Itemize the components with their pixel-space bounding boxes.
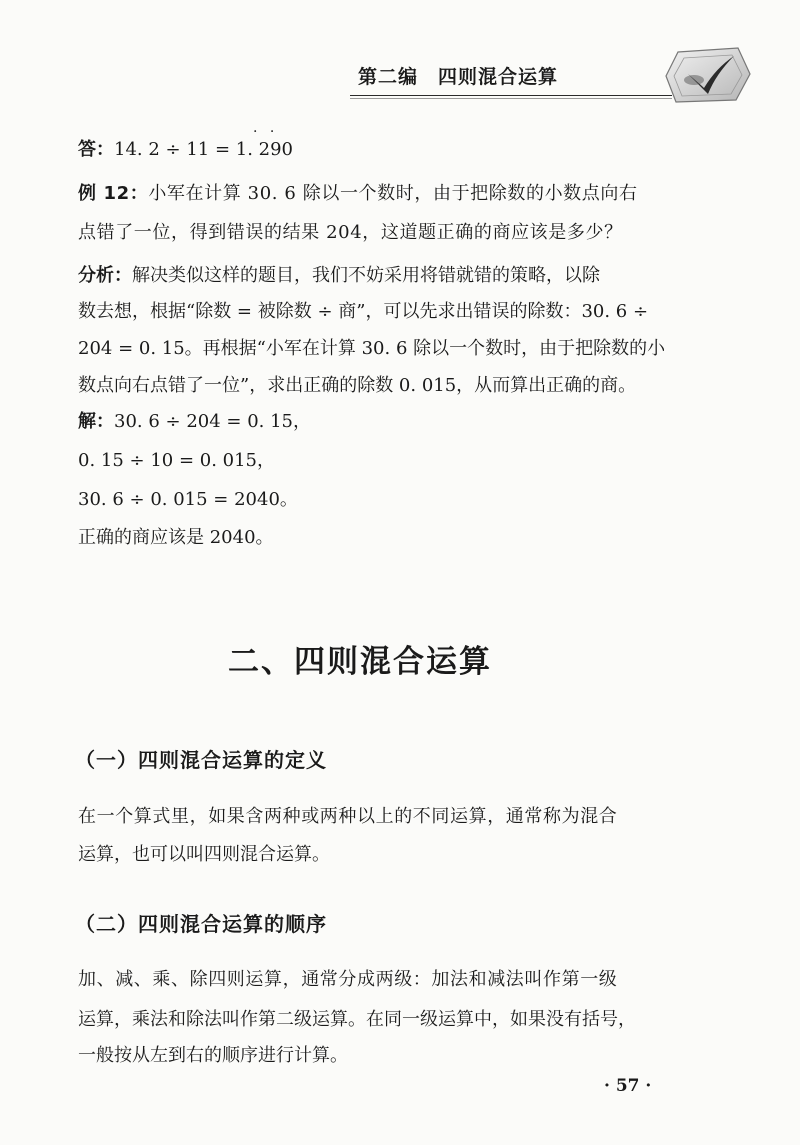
- example-line-2: 点错了一位，得到错误的结果 204，这道题正确的商应该是多少？: [78, 222, 623, 243]
- analysis-line-2: 数去想，根据“除数 = 被除数 ÷ 商”，可以先求出错误的除数：30. 6 ÷: [78, 301, 649, 322]
- header-part: 第二编: [358, 66, 419, 88]
- header-rule: [350, 95, 672, 96]
- header-rule-thin: [350, 98, 672, 99]
- repeating-decimal-dots: · ·: [253, 124, 279, 140]
- header-chapter: 四则混合运算: [438, 66, 559, 88]
- running-header-title: [358, 62, 558, 89]
- analysis-line-4: 数点向右点错了一位”，求出正确的除数 0. 015，从而算出正确的商。: [78, 375, 637, 396]
- analysis-label: 分析：: [78, 265, 132, 286]
- analysis-line-1: [78, 267, 600, 285]
- answer-line: [78, 141, 293, 159]
- subsection-2-line-2: 运算，乘法和除法叫作第二级运算。在同一级运算中，如果没有括号，: [78, 1009, 636, 1030]
- example-text-1: 小军在计算 30. 6 除以一个数时，由于把除数的小数点向右: [148, 183, 638, 204]
- solution-conclusion: 正确的商应该是 2040。: [78, 527, 274, 548]
- section-title: 二、四则混合运算: [228, 644, 492, 680]
- subsection-2-line-1: 加、减、乘、除四则运算，通常分成两级：加法和减法叫作第一级: [78, 969, 618, 990]
- subsection-2-title: （二）四则混合运算的顺序: [75, 912, 327, 936]
- solution-line-2: 0. 15 ÷ 10 = 0. 015，: [78, 450, 276, 471]
- solution-line-1: [78, 413, 311, 431]
- page-header: [0, 0, 800, 110]
- analysis-line-3: 204 = 0. 15。再根据“小军在计算 30. 6 除以一个数时，由于把除数的小: [78, 338, 666, 359]
- subsection-1-line-1: 在一个算式里，如果含两种或两种以上的不同运算，通常称为混合: [78, 806, 618, 827]
- page-number: · 57 ·: [604, 1076, 652, 1096]
- analysis-text-1: 解决类似这样的题目，我们不妨采用将错就错的策略，以除: [132, 265, 600, 286]
- check-mark-logo-icon: [664, 44, 754, 106]
- subsection-1-title: （一）四则混合运算的定义: [75, 748, 327, 772]
- solution-line-3: 30. 6 ÷ 0. 015 = 2040。: [78, 489, 298, 510]
- answer-label: 答：: [78, 139, 114, 160]
- answer-text: 14. 2 ÷ 11 = 1. 290: [114, 139, 294, 160]
- example-label: 例 12：: [78, 183, 149, 204]
- example-line-1: [78, 185, 638, 203]
- solution-label: 解：: [78, 411, 114, 432]
- subsection-1-line-2: 运算，也可以叫四则混合运算。: [78, 844, 330, 865]
- solution-step-1: 30. 6 ÷ 204 = 0. 15，: [114, 411, 312, 432]
- subsection-2-line-3: 一般按从左到右的顺序进行计算。: [78, 1045, 348, 1066]
